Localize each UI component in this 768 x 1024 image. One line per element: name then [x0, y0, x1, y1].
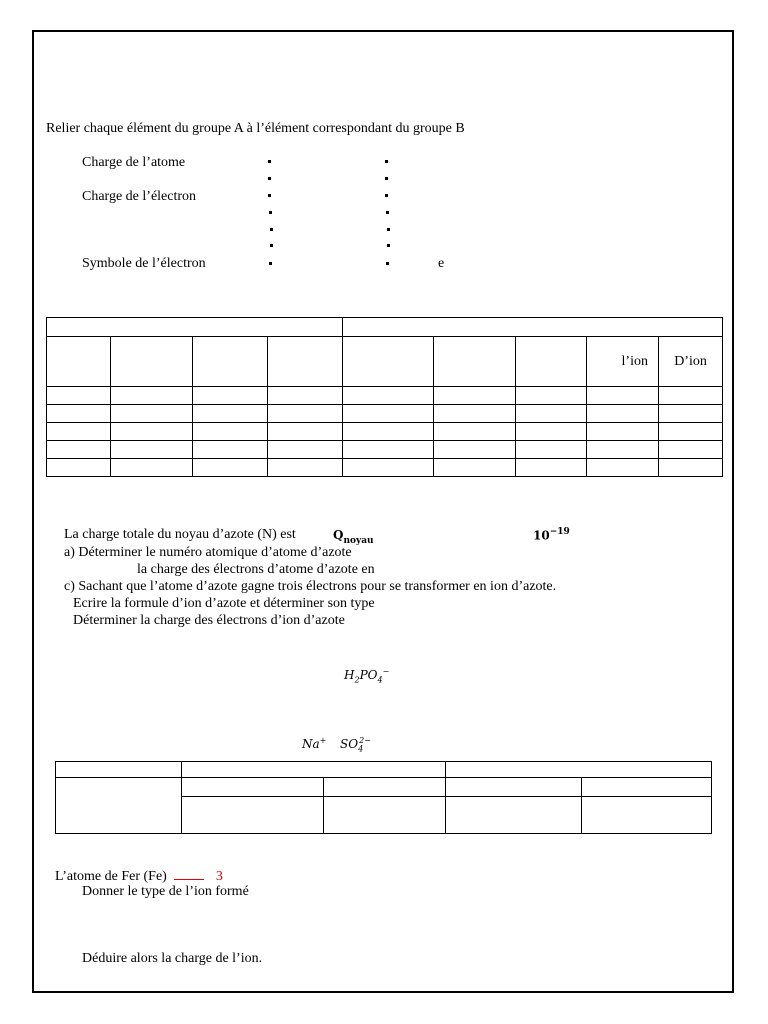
- dot-a[interactable]: [268, 177, 271, 180]
- dot-b[interactable]: [387, 244, 390, 247]
- dot-a[interactable]: [269, 211, 272, 214]
- group-a-item-3: Symbole de l’électron: [82, 256, 206, 271]
- table-row: [47, 441, 723, 459]
- power-of-ten: $10^{-19}$: [533, 527, 570, 543]
- exercise1-instruction: Relier chaque élément du groupe A à l’élément correspondant du groupe B: [46, 121, 465, 136]
- table-row: [47, 459, 723, 477]
- table-row: [47, 423, 723, 441]
- table-row: [47, 387, 723, 405]
- exercise4-line3: Déduire alors la charge de l’ion.: [82, 951, 263, 966]
- dot-a[interactable]: [268, 160, 271, 163]
- table1-header-right: [343, 318, 723, 337]
- dot-a[interactable]: [269, 262, 272, 265]
- formula-h2po4: $H_2PO_4^-$: [344, 667, 390, 685]
- dot-a[interactable]: [270, 228, 273, 231]
- red-number: 3: [215, 869, 223, 884]
- group-a-item-2: Charge de l’électron: [82, 189, 197, 204]
- dot-b[interactable]: [387, 228, 390, 231]
- exercise2-line-c2: Déterminer la charge des électrons d’ion d’azote: [73, 613, 345, 628]
- table1-header-dion: D’ion: [659, 337, 723, 387]
- exercise2-line-c: c) Sachant que l’atome d’azote gagne trois électrons pour se transformer en ion d’azote.: [64, 579, 557, 594]
- dot-a[interactable]: [268, 194, 271, 197]
- exercise4-line1: L’atome de Fer (Fe) 3: [55, 869, 223, 884]
- dot-b[interactable]: [385, 177, 388, 180]
- table-row: [47, 405, 723, 423]
- dot-b[interactable]: [385, 160, 388, 163]
- exercise2-line1: La charge totale du noyau d’azote (N) est: [64, 527, 296, 542]
- table-ions: [55, 761, 712, 834]
- dot-a[interactable]: [270, 244, 273, 247]
- exercise2-line-b: la charge des électrons d’atome d’azote en: [137, 562, 375, 577]
- group-b-item-e: e: [438, 256, 445, 271]
- exercise2-line-c1: Ecrire la formule d’ion d’azote et déterminer son type: [73, 596, 375, 611]
- table1-header-left: [47, 318, 343, 337]
- answer-blank[interactable]: [174, 867, 204, 880]
- table1-header-ion: l’ion: [587, 337, 659, 387]
- dot-b[interactable]: [386, 262, 389, 265]
- exercise4-line2: Donner le type de l’ion formé: [82, 884, 249, 899]
- dot-b[interactable]: [386, 211, 389, 214]
- exercise2-line-a: a) Déterminer le numéro atomique d’atome d’azote: [64, 545, 352, 560]
- group-a-item-1: Charge de l’atome: [82, 155, 186, 170]
- page-frame: [32, 30, 734, 993]
- table-atoms: [46, 317, 723, 477]
- dot-b[interactable]: [385, 194, 388, 197]
- ion-na: Na+: [302, 736, 327, 751]
- q-noyau: $Q_{noyau}$: [333, 528, 374, 546]
- ion-so4: $SO_4^{2-}$: [340, 736, 371, 754]
